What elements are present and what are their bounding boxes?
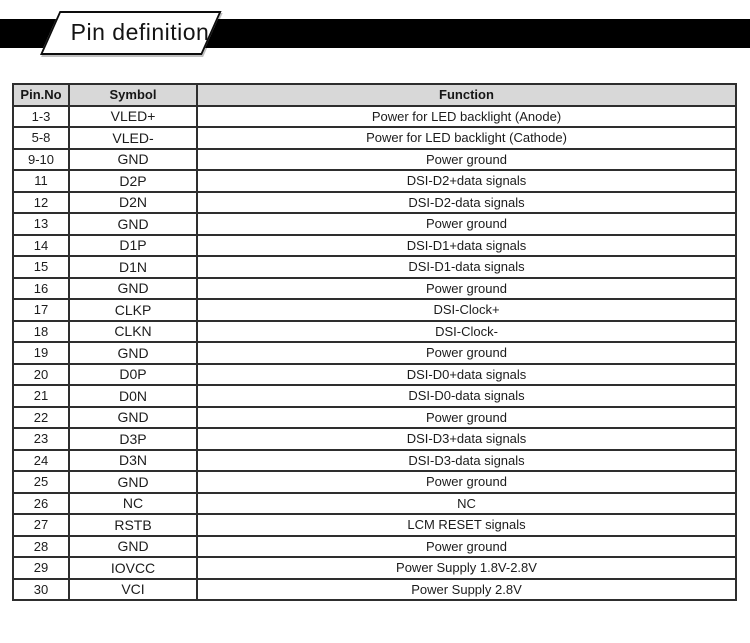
- symbol-cell: D2P: [69, 170, 197, 192]
- column-header-function: Function: [197, 84, 736, 106]
- pin-no-cell: 13: [13, 213, 69, 235]
- symbol-cell: D2N: [69, 192, 197, 214]
- table-row: [13, 321, 736, 343]
- function-cell: Power Supply 1.8V-2.8V: [197, 557, 736, 579]
- pin-no-cell: 15: [13, 256, 69, 278]
- pin-definition-table: [12, 83, 737, 601]
- pin-no-cell: 22: [13, 407, 69, 429]
- function-cell: Power ground: [197, 342, 736, 364]
- pin-no-cell: 17: [13, 299, 69, 321]
- symbol-cell: VCI: [69, 579, 197, 601]
- table-row: [13, 170, 736, 192]
- pin-no-cell: 21: [13, 385, 69, 407]
- table-row: [13, 213, 736, 235]
- function-cell: DSI-D1-data signals: [197, 256, 736, 278]
- table-row: [13, 256, 736, 278]
- table-row: [13, 428, 736, 450]
- pin-no-cell: 25: [13, 471, 69, 493]
- pin-no-cell: 24: [13, 450, 69, 472]
- symbol-cell: CLKN: [69, 321, 197, 343]
- table-row: [13, 557, 736, 579]
- function-cell: Power ground: [197, 149, 736, 171]
- pin-no-cell: 5-8: [13, 127, 69, 149]
- function-cell: DSI-Clock-: [197, 321, 736, 343]
- pin-no-cell: 18: [13, 321, 69, 343]
- symbol-cell: D3N: [69, 450, 197, 472]
- pin-no-cell: 19: [13, 342, 69, 364]
- table-row: [13, 192, 736, 214]
- table-row: [13, 127, 736, 149]
- function-cell: Power ground: [197, 471, 736, 493]
- function-cell: DSI-Clock+: [197, 299, 736, 321]
- table-row: [13, 493, 736, 515]
- symbol-cell: GND: [69, 342, 197, 364]
- symbol-cell: D0N: [69, 385, 197, 407]
- function-cell: DSI-D3+data signals: [197, 428, 736, 450]
- function-cell: DSI-D0-data signals: [197, 385, 736, 407]
- page-title: Pin definition: [70, 19, 210, 45]
- symbol-cell: IOVCC: [69, 557, 197, 579]
- symbol-cell: CLKP: [69, 299, 197, 321]
- pin-no-cell: 20: [13, 364, 69, 386]
- table-row: [13, 106, 736, 128]
- pin-no-cell: 11: [13, 170, 69, 192]
- table-row: [13, 235, 736, 257]
- column-header-pin-no: Pin.No: [13, 84, 69, 106]
- symbol-cell: GND: [69, 149, 197, 171]
- pin-no-cell: 23: [13, 428, 69, 450]
- pin-no-cell: 9-10: [13, 149, 69, 171]
- function-cell: Power ground: [197, 278, 736, 300]
- function-cell: Power for LED backlight (Cathode): [197, 127, 736, 149]
- table-row: [13, 450, 736, 472]
- function-cell: DSI-D2+data signals: [197, 170, 736, 192]
- symbol-cell: D1N: [69, 256, 197, 278]
- pin-no-cell: 30: [13, 579, 69, 601]
- function-cell: Power Supply 2.8V: [197, 579, 736, 601]
- symbol-cell: D0P: [69, 364, 197, 386]
- symbol-cell: VLED-: [69, 127, 197, 149]
- function-cell: Power ground: [197, 407, 736, 429]
- symbol-cell: D3P: [69, 428, 197, 450]
- table-row: [13, 407, 736, 429]
- table-row: [13, 514, 736, 536]
- table-row: [13, 471, 736, 493]
- table-row: [13, 278, 736, 300]
- pin-no-cell: 27: [13, 514, 69, 536]
- function-cell: DSI-D1+data signals: [197, 235, 736, 257]
- table-header-row: [13, 84, 736, 106]
- symbol-cell: RSTB: [69, 514, 197, 536]
- function-cell: Power ground: [197, 536, 736, 558]
- function-cell: NC: [197, 493, 736, 515]
- function-cell: DSI-D2-data signals: [197, 192, 736, 214]
- table-row: [13, 385, 736, 407]
- symbol-cell: D1P: [69, 235, 197, 257]
- function-cell: LCM RESET signals: [197, 514, 736, 536]
- symbol-cell: VLED+: [69, 106, 197, 128]
- pin-no-cell: 16: [13, 278, 69, 300]
- function-cell: Power for LED backlight (Anode): [197, 106, 736, 128]
- symbol-cell: GND: [69, 213, 197, 235]
- table-row: [13, 364, 736, 386]
- symbol-cell: GND: [69, 278, 197, 300]
- pin-no-cell: 28: [13, 536, 69, 558]
- table-row: [13, 579, 736, 601]
- function-cell: DSI-D3-data signals: [197, 450, 736, 472]
- table-row: [13, 342, 736, 364]
- table-row: [13, 149, 736, 171]
- table-row: [13, 536, 736, 558]
- column-header-symbol: Symbol: [69, 84, 197, 106]
- pin-no-cell: 26: [13, 493, 69, 515]
- symbol-cell: GND: [69, 536, 197, 558]
- table-row: [13, 299, 736, 321]
- symbol-cell: GND: [69, 471, 197, 493]
- pin-no-cell: 14: [13, 235, 69, 257]
- pin-no-cell: 1-3: [13, 106, 69, 128]
- pin-table-body: [13, 106, 736, 601]
- function-cell: DSI-D0+data signals: [197, 364, 736, 386]
- symbol-cell: GND: [69, 407, 197, 429]
- function-cell: Power ground: [197, 213, 736, 235]
- pin-no-cell: 29: [13, 557, 69, 579]
- symbol-cell: NC: [69, 493, 197, 515]
- pin-no-cell: 12: [13, 192, 69, 214]
